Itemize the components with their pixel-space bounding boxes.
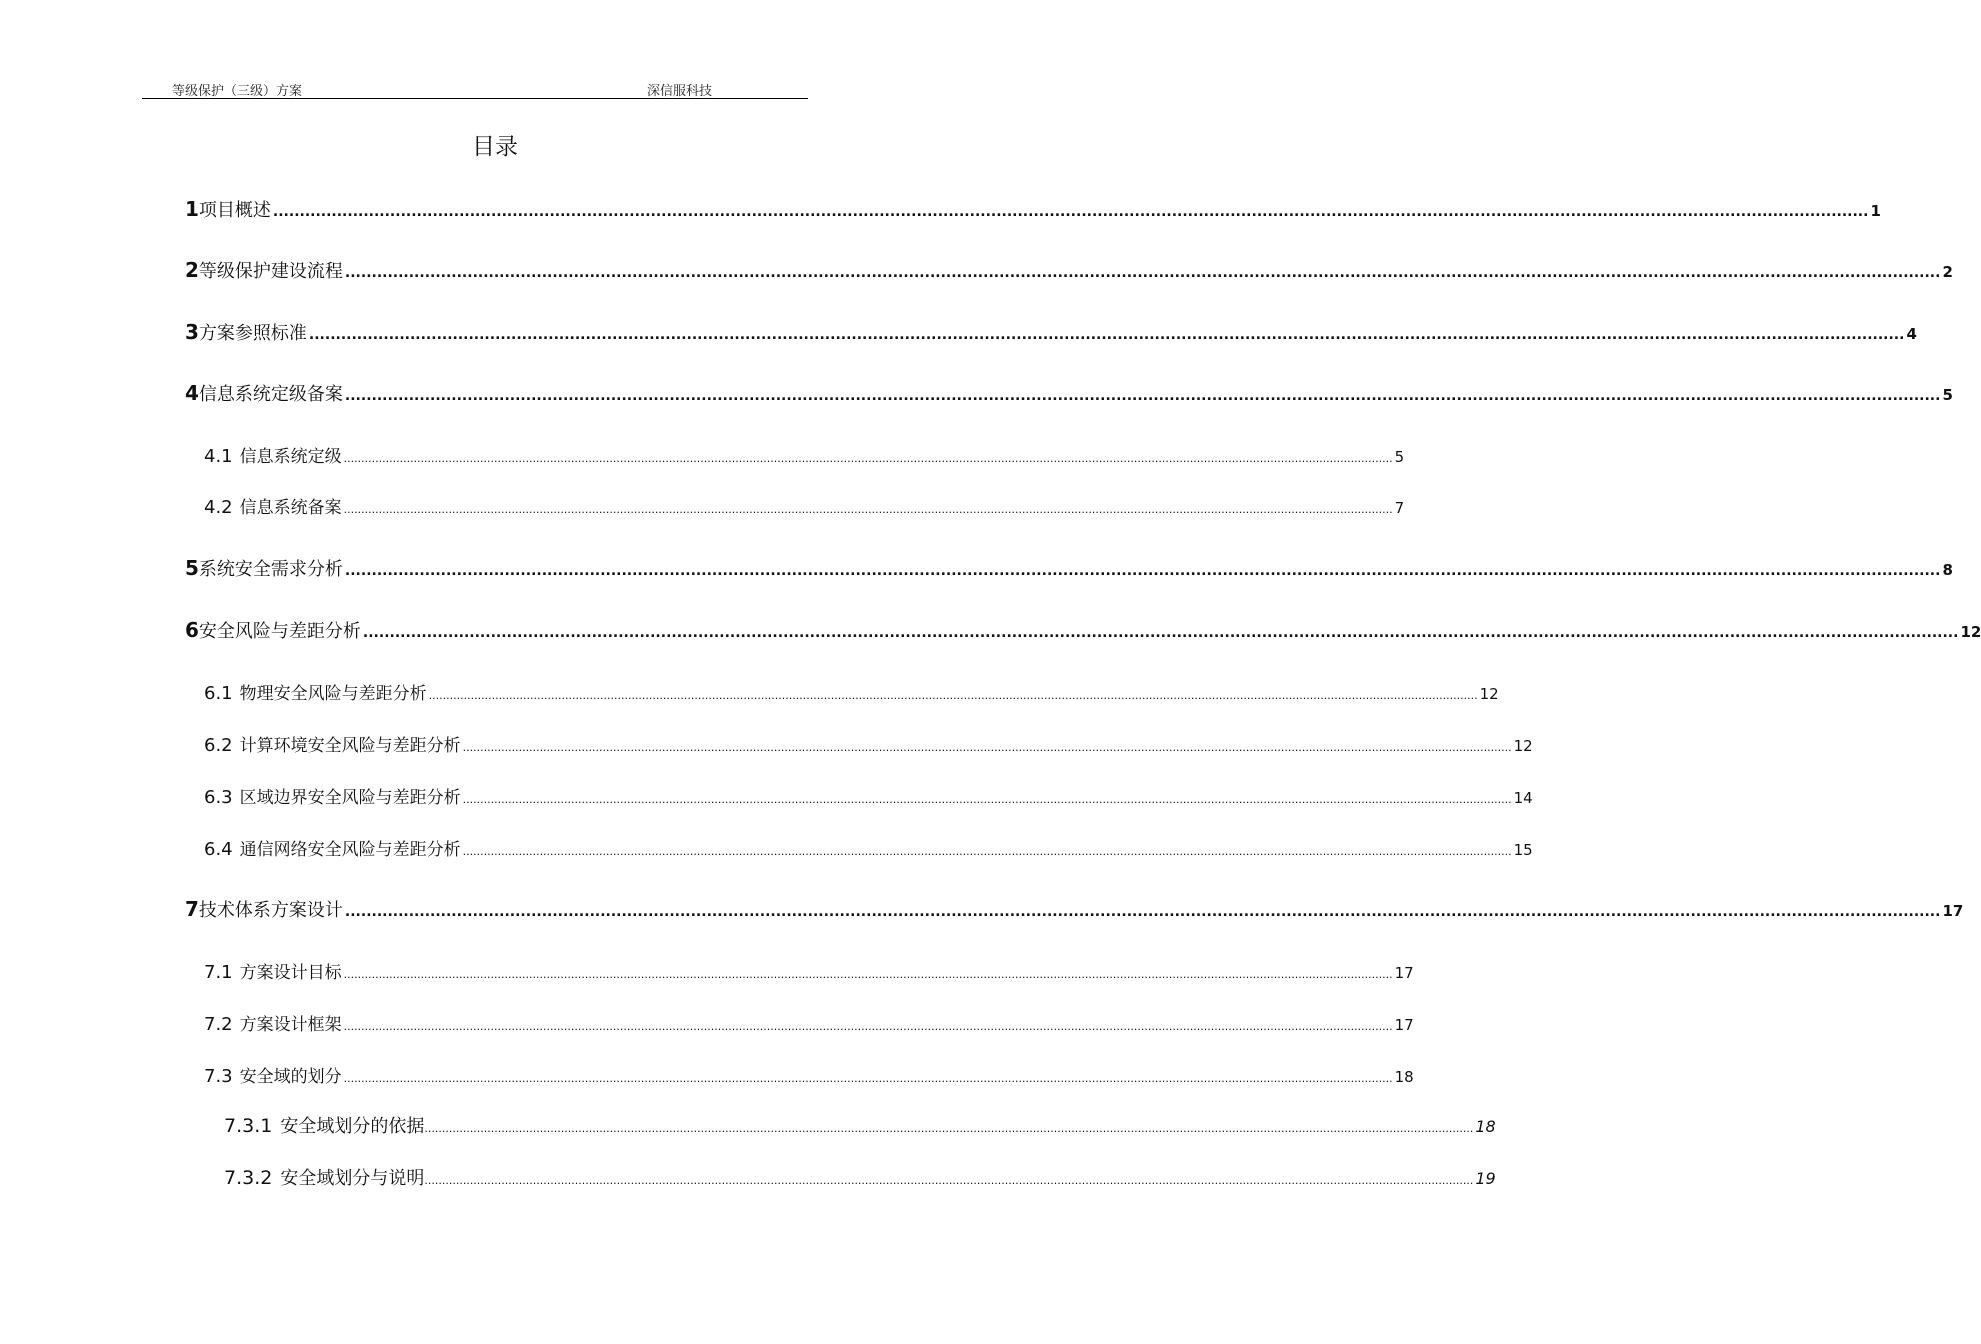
toc-entry-number: 7.3.2	[224, 1167, 273, 1189]
toc-entry-number: 4	[185, 381, 199, 405]
toc-entry-number: 7.3	[204, 1066, 233, 1087]
toc-entry-title: 技术体系方案设计	[198, 900, 343, 921]
toc-entry-page: 4	[1906, 325, 1917, 343]
dot-leader: ............................................................................................................................................................................................................................................................................................................	[344, 904, 1941, 920]
toc-entry-4[interactable]	[185, 380, 1953, 408]
toc-entry-7-1[interactable]	[204, 958, 1414, 986]
toc-entry-7-3[interactable]	[204, 1062, 1414, 1090]
toc-entry-7-3-2[interactable]	[224, 1164, 1496, 1194]
toc-title: 目录	[472, 134, 518, 160]
toc-entry-page: 2	[1942, 263, 1953, 281]
toc-entry-page: 12	[1513, 737, 1533, 755]
dot-leader: ............................................................................................................................................................................................................................................................................................................	[462, 741, 1512, 754]
toc-entry-6[interactable]	[185, 617, 1981, 645]
toc-entry-title: 方案设计目标	[239, 963, 342, 983]
toc-entry-page: 7	[1394, 499, 1405, 517]
toc-entry-page: 12	[1960, 623, 1981, 641]
dot-leader: ............................................................................................................................................................................................................................................................................................................	[362, 625, 1959, 641]
toc-entry-title: 信息系统备案	[239, 498, 342, 518]
dot-leader: ............................................................................................................................................................................................................................................................................................................	[343, 452, 1393, 465]
toc-entry-7-2[interactable]	[204, 1010, 1414, 1038]
toc-entry-title: 安全域划分与说明	[280, 1168, 425, 1189]
toc-entry-page: 18	[1394, 1068, 1414, 1086]
header-document-title: 等级保护（三级）方案	[172, 84, 303, 99]
toc-entry-number: 2	[185, 258, 199, 282]
toc-entry-title: 通信网络安全风险与差距分析	[239, 840, 461, 860]
toc-entry-title: 方案参照标准	[198, 323, 307, 344]
toc-entry-number: 6.3	[204, 787, 233, 808]
dot-leader: ............................................................................................................................................................................................................................................................................................................	[272, 204, 1869, 220]
toc-entry-7-3-1[interactable]	[224, 1112, 1496, 1142]
toc-entry-title: 方案设计框架	[239, 1015, 342, 1035]
dot-leader: ............................................................................................................................................................................................................................................................................................................	[344, 265, 1941, 281]
toc-entry-6-1[interactable]	[204, 679, 1499, 707]
toc-entry-7[interactable]	[185, 896, 1964, 924]
toc-entry-title: 安全域划分的依据	[280, 1116, 425, 1137]
toc-entry-page: 19	[1475, 1169, 1496, 1188]
toc-entry-6-3[interactable]	[204, 783, 1533, 811]
dot-leader: ............................................................................................................................................................................................................................................................................................................	[344, 388, 1941, 404]
toc-entry-title: 项目概述	[198, 200, 271, 221]
dot-leader: ............................................................................................................................................................................................................................................................................................................	[428, 689, 1478, 702]
toc-entry-number: 6.4	[204, 839, 233, 860]
toc-entry-number: 7.3.1	[224, 1115, 273, 1137]
toc-entry-title: 信息系统定级备案	[198, 384, 343, 405]
toc-entry-3[interactable]	[185, 319, 1917, 347]
dot-leader: ............................................................................................................................................................................................................................................................................................................	[343, 968, 1393, 981]
dot-leader: ............................................................................................................................................................................................................................................................................................................	[343, 503, 1393, 516]
toc-entry-page: 17	[1394, 964, 1414, 982]
toc-entry-page: 1	[1870, 202, 1881, 220]
toc-entry-6-4[interactable]	[204, 835, 1533, 863]
dot-leader: ............................................................................................................................................................................................................................................................................................................	[343, 1072, 1393, 1085]
toc-entry-6-2[interactable]	[204, 731, 1533, 759]
toc-entry-title: 等级保护建设流程	[198, 261, 343, 282]
toc-entry-page: 5	[1942, 386, 1953, 404]
toc-entry-number: 6.2	[204, 735, 233, 756]
toc-entry-title: 系统安全需求分析	[198, 559, 343, 580]
toc-entry-page: 8	[1942, 561, 1953, 579]
toc-entry-page: 12	[1479, 685, 1499, 703]
toc-entry-page: 15	[1513, 841, 1533, 859]
dot-leader: ............................................................................................................................................................................................................................................................................................................	[343, 1020, 1393, 1033]
toc-entry-number: 6.1	[204, 683, 233, 704]
toc-entry-title: 安全域的划分	[239, 1067, 342, 1087]
toc-entry-number: 7.2	[204, 1014, 233, 1035]
toc-entry-number: 7.1	[204, 962, 233, 983]
dot-leader: ............................................................................................................................................................................................................................................................................................................	[344, 563, 1941, 579]
toc-entry-1[interactable]	[185, 196, 1881, 224]
toc-entry-title: 安全风险与差距分析	[198, 621, 361, 642]
toc-entry-5[interactable]	[185, 555, 1953, 583]
dot-leader: ............................................................................................................................................................................................................................................................................................................	[462, 793, 1512, 806]
toc-entry-number: 5	[185, 556, 199, 580]
toc-entry-title: 物理安全风险与差距分析	[239, 684, 427, 704]
header-company-name: 深信服科技	[647, 84, 713, 99]
dot-leader: ............................................................................................................................................................................................................................................................................................................	[424, 1174, 1474, 1187]
toc-entry-page: 18	[1475, 1117, 1496, 1136]
dot-leader: ............................................................................................................................................................................................................................................................................................................	[424, 1122, 1474, 1135]
dot-leader: ............................................................................................................................................................................................................................................................................................................	[308, 327, 1905, 343]
toc-entry-2[interactable]	[185, 257, 1953, 285]
toc-entry-number: 1	[185, 197, 199, 221]
dot-leader: ............................................................................................................................................................................................................................................................................................................	[462, 845, 1512, 858]
toc-entry-number: 6	[185, 618, 199, 642]
toc-entry-page: 17	[1394, 1016, 1414, 1034]
toc-entry-page: 17	[1942, 902, 1964, 920]
toc-entry-title: 信息系统定级	[239, 447, 342, 467]
toc-entry-number: 4.2	[204, 497, 233, 518]
toc-entry-number: 7	[185, 897, 199, 921]
toc-entry-page: 14	[1513, 789, 1533, 807]
toc-entry-number: 3	[185, 320, 199, 344]
toc-entry-4-2[interactable]	[204, 493, 1405, 521]
toc-entry-page: 5	[1394, 448, 1405, 466]
toc-entry-title: 计算环境安全风险与差距分析	[239, 736, 461, 756]
toc-entry-title: 区域边界安全风险与差距分析	[239, 788, 461, 808]
toc-entry-4-1[interactable]	[204, 442, 1405, 470]
toc-entry-number: 4.1	[204, 446, 233, 467]
